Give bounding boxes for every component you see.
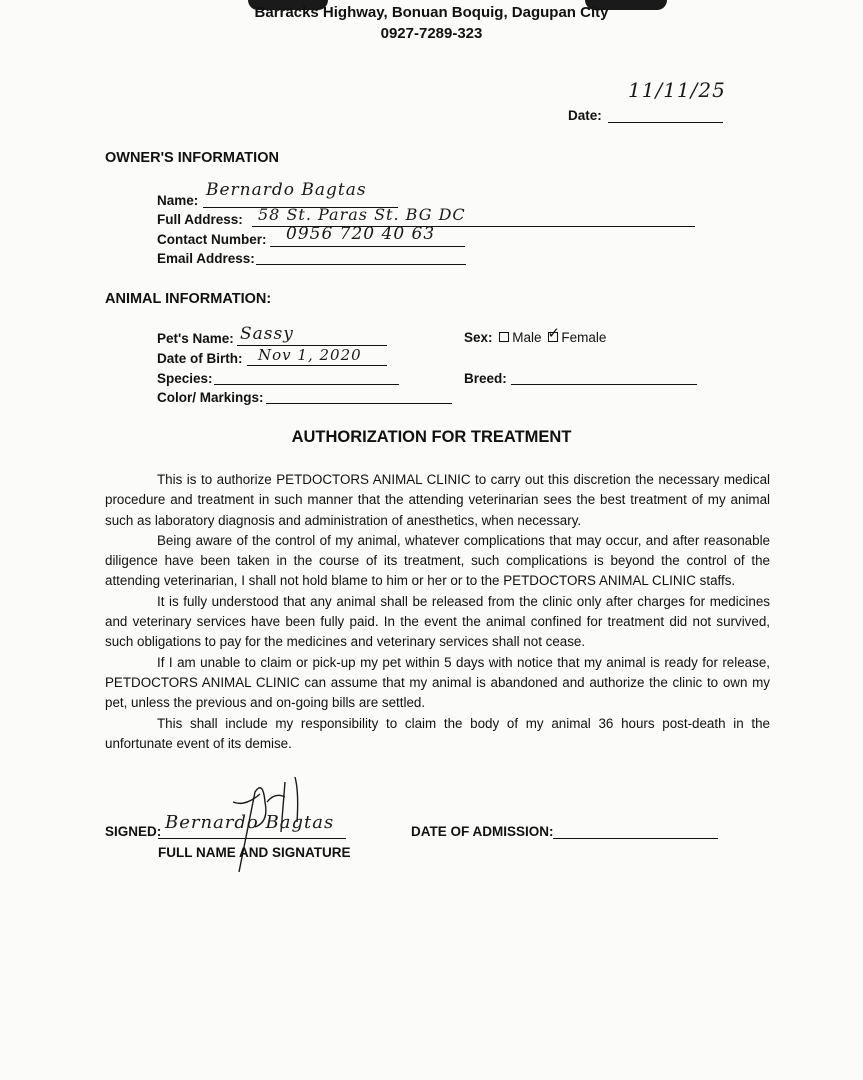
authorization-paragraph: Being aware of the control of my animal, whatever complications that may occur, and after reasonable diligence have been taken in the course of its treatment, such complications is beyond the control of the attending veterinarian, I shall not hold blame to him or her or to the PETDOCTORS ANIMAL CLINIC staffs. — [105, 532, 770, 589]
admission-date-label: DATE OF ADMISSION: — [411, 824, 554, 839]
sex-female-label: Female — [561, 330, 607, 345]
pet-name-value: Sassy — [240, 324, 294, 344]
sex-male-checkbox[interactable] — [499, 332, 509, 342]
species-field[interactable] — [214, 384, 399, 385]
clinic-address: Barracks Highway, Bonuan Boquig, Dagupan City — [254, 4, 609, 21]
owner-email-label: Email Address: — [157, 251, 255, 266]
dob-label: Date of Birth: — [157, 351, 243, 366]
checkmark-icon: ✓ — [547, 325, 560, 343]
date-value: 11/11/25 — [628, 78, 726, 102]
authorization-body — [105, 470, 770, 754]
owner-email-field[interactable] — [256, 264, 466, 265]
sex-label: Sex: — [464, 330, 493, 345]
pet-name-label: Pet's Name: — [157, 331, 234, 346]
signature-caption: FULL NAME AND SIGNATURE — [158, 845, 351, 860]
breed-field[interactable] — [511, 384, 697, 385]
authorization-paragraph: If I am unable to claim or pick-up my pet within 5 days with notice that my animal is ready for release, PETDOCTORS ANIMAL CLINIC can assume that my animal is abandoned and authorize the clinic to own my pet, unless the previous and on-going bills are settled. — [105, 654, 770, 711]
color-markings-label: Color/ Markings: — [157, 390, 264, 405]
date-label: Date: — [568, 108, 602, 123]
owner-contact-label: Contact Number: — [157, 232, 267, 247]
owner-name-value: Bernardo Bagtas — [206, 180, 367, 200]
authorization-paragraph: It is fully understood that any animal shall be released from the clinic only after charges for medicines and veterinary services have been fully paid. In the event the animal confined for treatment did not survived, such obligations to pay for the medicines and veterinary services shall not cease. — [105, 593, 770, 650]
breed-label: Breed: — [464, 371, 507, 386]
authorization-paragraph: This is to authorize PETDOCTORS ANIMAL CLINIC to carry out this discretion the necessary medical procedure and treatment in such manner that the attending veterinarian sees the best treatment of my animal such as laboratory diagnosis and administration of anesthetics, when necessary. — [105, 472, 770, 528]
owner-name-label: Name: — [157, 193, 199, 208]
dob-value: Nov 1, 2020 — [258, 346, 362, 364]
owner-section-title: OWNER'S INFORMATION — [105, 150, 279, 166]
signature-name-value: Bernardo Bagtas — [165, 812, 335, 833]
dob-field[interactable] — [247, 365, 387, 366]
owner-address-value: 58 St. Paras St. BG DC — [258, 205, 466, 224]
sex-male-label: Male — [512, 330, 542, 345]
sex-field — [464, 325, 607, 345]
owner-address-label: Full Address: — [157, 212, 243, 227]
admission-date-field[interactable] — [553, 838, 718, 839]
signed-label: SIGNED: — [105, 824, 162, 839]
authorization-title: AUTHORIZATION FOR TREATMENT — [291, 428, 572, 446]
authorization-paragraph: This shall include my responsibility to claim the body of my animal 36 hours post-death in the unfortunate event of its demise. — [105, 715, 770, 751]
date-field-line[interactable] — [608, 122, 723, 123]
owner-contact-field[interactable] — [270, 246, 465, 247]
clinic-phone: 0927-7289-323 — [380, 25, 483, 42]
sex-female-checkbox[interactable] — [547, 325, 560, 343]
color-markings-field[interactable] — [266, 403, 452, 404]
species-label: Species: — [157, 371, 213, 386]
owner-contact-value: 0956 720 40 63 — [286, 224, 436, 244]
animal-section-title: ANIMAL INFORMATION: — [105, 291, 272, 307]
signature-scribble-icon — [225, 772, 355, 882]
